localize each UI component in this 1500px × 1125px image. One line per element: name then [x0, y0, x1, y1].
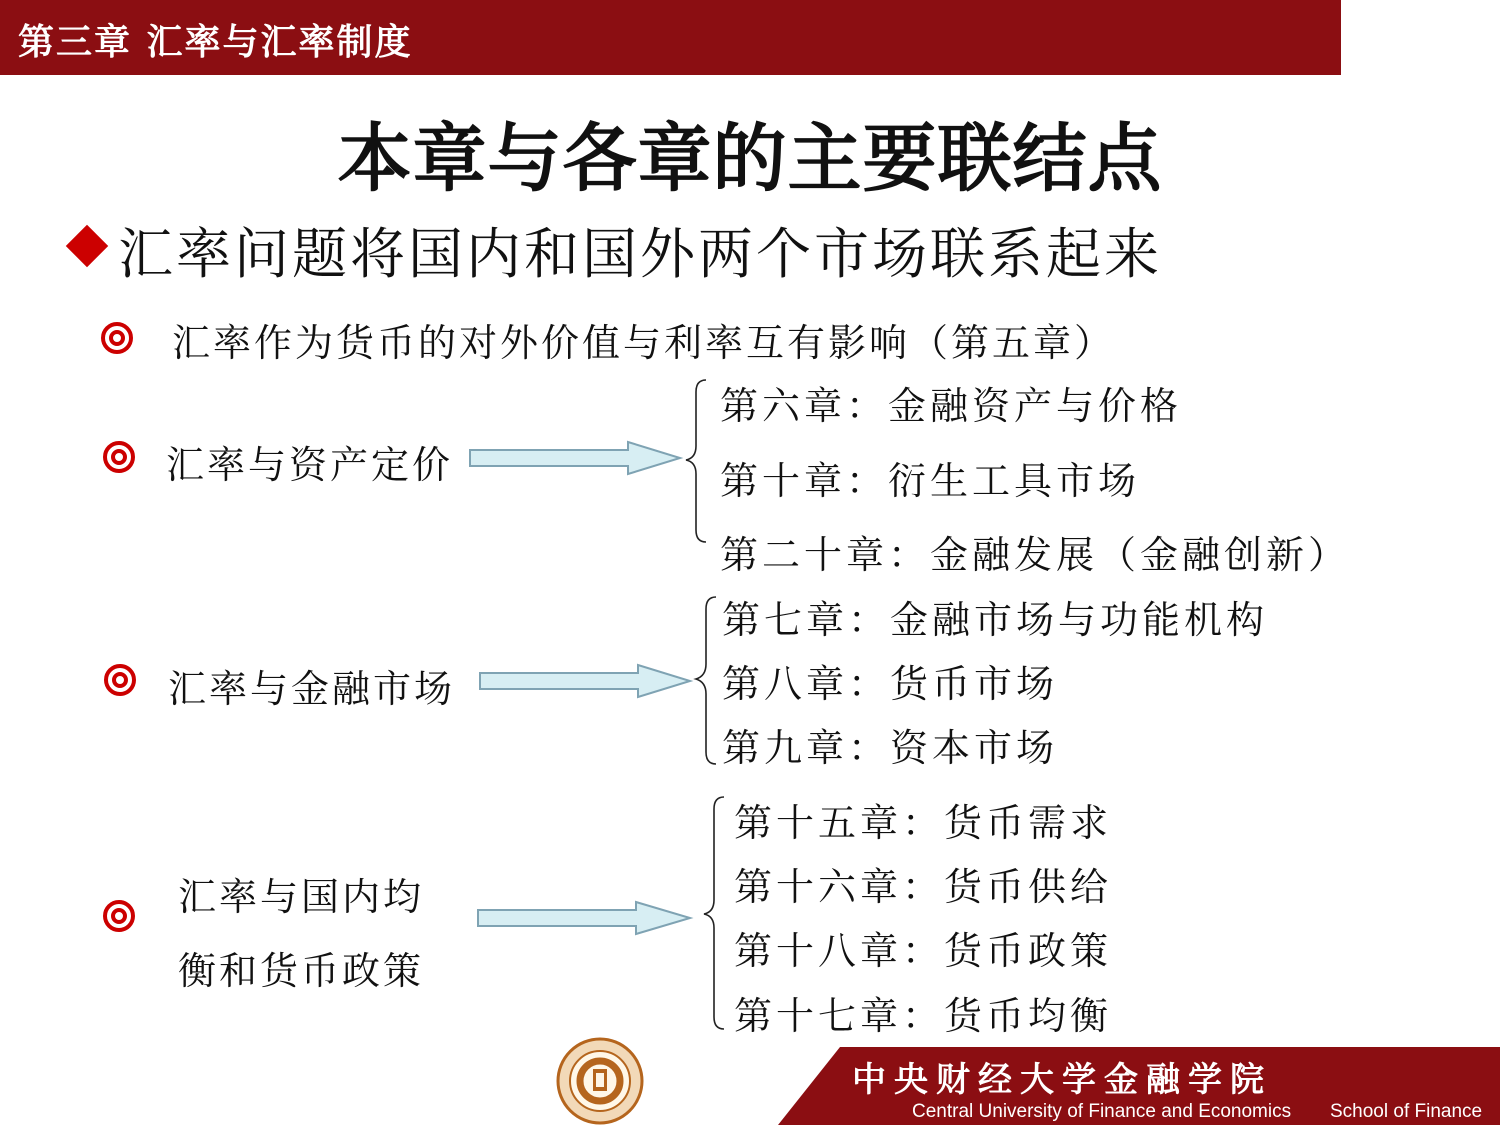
left-brace-icon	[696, 597, 716, 764]
item-text-domestic-line2: 衡和货币政策	[178, 949, 425, 993]
university-seal-logo	[543, 1037, 658, 1125]
chapter-label: 第十六章：货币供给	[734, 865, 1113, 909]
chapter-label: 第十章：衍生工具市场	[720, 459, 1141, 503]
footer-school-name-cn: 中央财经大学金融学院	[852, 1060, 1272, 1100]
chapter-label: 第十七章：货币均衡	[734, 994, 1113, 1038]
item-text-financial-market: 汇率与金融市场	[168, 667, 456, 711]
main-bullet-text: 汇率问题将国内和国外两个市场联系起来	[118, 222, 1163, 286]
header-title: 第三章 汇率与汇率制度	[18, 22, 413, 63]
chapter-label: 第八章：货币市场	[722, 662, 1059, 706]
footer-school-name-en: School of Finance	[1330, 1101, 1483, 1122]
arrow-right-icon	[480, 665, 690, 697]
footer-university-name-en: Central University of Finance and Economics	[912, 1101, 1292, 1122]
chapter-label: 第九章：资本市场	[722, 726, 1059, 770]
chapter-label: 第七章：金融市场与功能机构	[722, 598, 1269, 642]
chapter-label: 第二十章：金融发展（金融创新）	[720, 533, 1351, 577]
arrow-right-icon	[470, 442, 680, 474]
chapter-label: 第十五章：货币需求	[734, 801, 1113, 845]
arrow-right-icon	[478, 902, 690, 934]
left-brace-icon	[686, 380, 706, 542]
item-text-asset-pricing: 汇率与资产定价	[166, 443, 454, 487]
item-text-domestic-line1: 汇率与国内均	[178, 875, 425, 919]
item-text-rate-interest: 汇率作为货币的对外价值与利率互有影响（第五章）	[172, 321, 1116, 365]
left-brace-icon	[704, 797, 724, 1029]
chapter-label: 第十八章：货币政策	[734, 929, 1113, 973]
chapter-label: 第六章：金融资产与价格	[720, 384, 1183, 428]
slide-title: 本章与各章的主要联结点	[337, 116, 1163, 202]
